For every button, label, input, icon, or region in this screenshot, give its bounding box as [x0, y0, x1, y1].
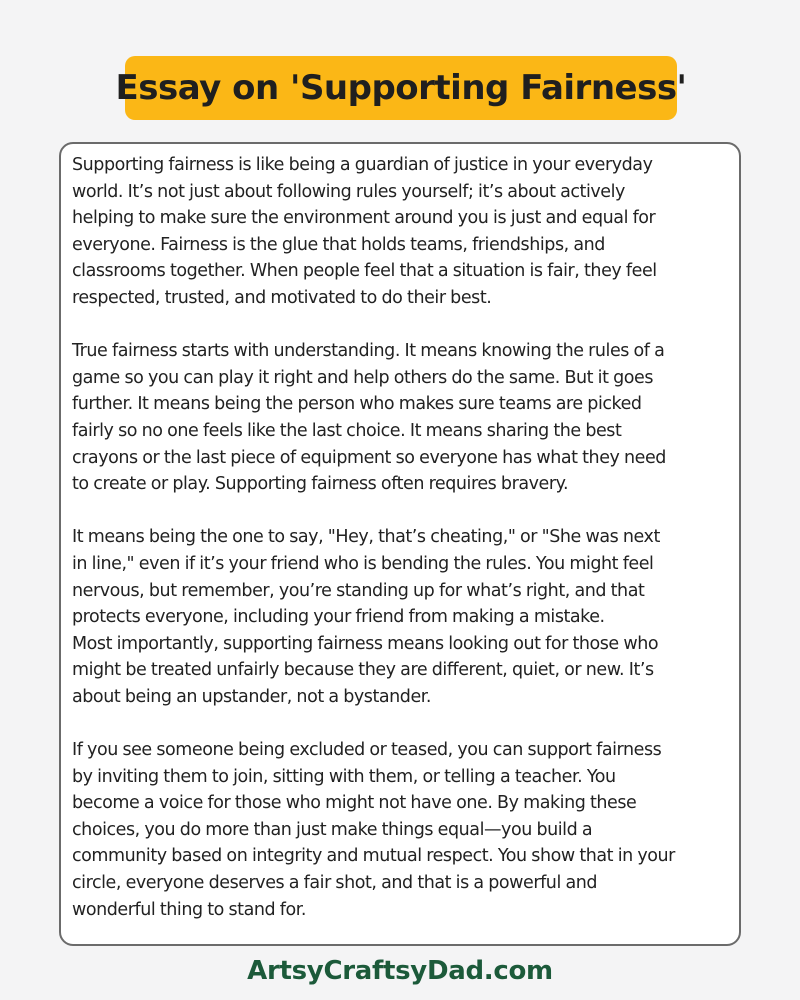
essay-card	[59, 142, 741, 946]
essay-paragraph-2: True fairness starts with understanding. It means knowing the rules of a game so you can play it right and help others do the same. But it goes further. It means being the person who makes sure teams are picked fairly so no one feels like the last choice. It means sharing the best crayons or the last piece of equipment so everyone has what they need to create or play. Supporting fairness often requires bravery.	[72, 341, 666, 495]
title-badge	[115, 56, 687, 120]
essay-paragraph-4: Most importantly, supporting fairness means looking out for those who might be treated unfairly because they are different, quiet, or new. It’s about being an upstander, not a bystander.	[72, 633, 659, 707]
essay-paragraph-1: Supporting fairness is like being a guardian of justice in your everyday world. It’s not just about following rules yourself; it’s about actively helping to make sure the environment around you is just and equal for everyone. Fairness is the glue that holds teams, friendships, and classrooms together. When people feel that a situation is fair, they feel respected, trusted, and motivated to do their best.	[72, 155, 657, 308]
footer-brand: ArtsyCraftsyDad.com	[247, 956, 553, 986]
paragraph-spacer	[72, 710, 731, 737]
page-title: Essay on 'Supporting Fairness'	[115, 68, 687, 108]
essay-paragraph-3: It means being the one to say, "Hey, that’s cheating," or "She was next in line," even if it’s your friend who is bending the rules. You might feel nervous, but remember, you’re standing up for what’s right, and that protects everyone, including your friend from making a mistake.	[72, 527, 660, 628]
paragraph-spacer	[72, 498, 731, 525]
essay-paragraph-5: If you see someone being excluded or teased, you can support fairness by inviting them to join, sitting with them, or telling a teacher. You become a voice for those who might not have one. By making these choices, you do more than just make things equal—you build a community based on integrity and mutual respect. You show that in your circle, everyone deserves a fair shot, and that is a powerful and wonderful thing to stand for.	[72, 740, 675, 920]
paragraph-spacer	[72, 312, 731, 339]
